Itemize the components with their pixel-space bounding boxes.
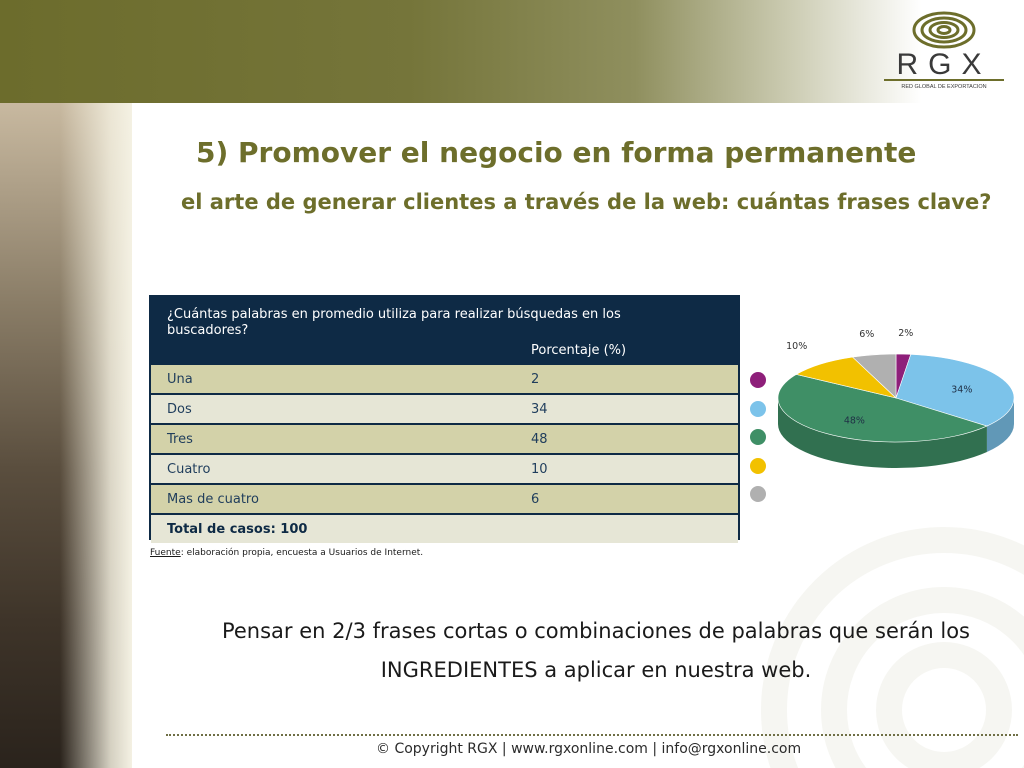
pie-label-una: 2% <box>898 328 914 340</box>
logo-text: RGX <box>896 48 992 81</box>
slide-subtitle: el arte de generar clientes a través de la web: cuántas frases clave? <box>181 190 992 214</box>
row-value: 48 <box>531 432 548 447</box>
row-value: 10 <box>531 462 548 477</box>
total-cases: Total de casos: 100 <box>167 522 308 537</box>
source-text: : elaboración propia, encuesta a Usuarios de Internet. <box>180 548 424 558</box>
row-value: 2 <box>531 372 540 387</box>
table-row <box>151 395 738 423</box>
row-value: 6 <box>531 492 540 507</box>
pie-chart <box>772 328 1022 498</box>
survey-table <box>149 295 740 540</box>
header-banner <box>0 0 1024 103</box>
legend-dot-una <box>750 372 766 388</box>
body-line-1: Pensar en 2/3 frases cortas o combinaciones de palabras que serán los <box>221 619 971 643</box>
legend-dot-dos <box>750 401 766 417</box>
pie-label-mas-de-cuatro: 6% <box>859 328 875 340</box>
background-photo <box>0 103 132 768</box>
body-text <box>185 612 1007 690</box>
pie-label-dos: 34% <box>951 384 973 396</box>
slide-title: 5) Promover el negocio en forma permanente <box>196 136 917 169</box>
table-row <box>151 365 738 393</box>
pie-label-cuatro: 10% <box>786 341 808 353</box>
maze-icon <box>914 13 974 47</box>
pie-label-tres: 48% <box>843 415 865 427</box>
footer-copyright: © Copyright RGX | www.rgxonline.com | info@rgxonline.com <box>376 741 802 757</box>
table-header <box>151 297 738 363</box>
table-row <box>151 425 738 453</box>
row-label: Dos <box>167 402 192 417</box>
legend-dot-tres <box>750 429 766 445</box>
footer-divider <box>166 734 1018 736</box>
logo-tagline: RED GLOBAL DE EXPORTACION <box>901 84 987 90</box>
table-total-row <box>151 515 738 543</box>
source-label: Fuente <box>150 548 181 558</box>
table-row <box>151 455 738 483</box>
body-line-2: INGREDIENTES a aplicar en nuestra web. <box>380 658 812 682</box>
table-row <box>151 485 738 513</box>
row-label: Cuatro <box>167 462 211 477</box>
column-header-percent: Porcentaje (%) <box>531 343 627 358</box>
row-label: Mas de cuatro <box>167 492 259 507</box>
rgx-logo <box>878 6 1010 92</box>
row-value: 34 <box>531 402 548 417</box>
source-note <box>150 548 423 558</box>
row-label: Una <box>167 372 193 387</box>
survey-question: ¿Cuántas palabras en promedio utiliza para realizar búsquedas en los buscadores? <box>167 307 621 338</box>
legend-dot-cuatro <box>750 458 766 474</box>
legend-dot-mas-de-cuatro <box>750 486 766 502</box>
row-label: Tres <box>167 432 193 447</box>
